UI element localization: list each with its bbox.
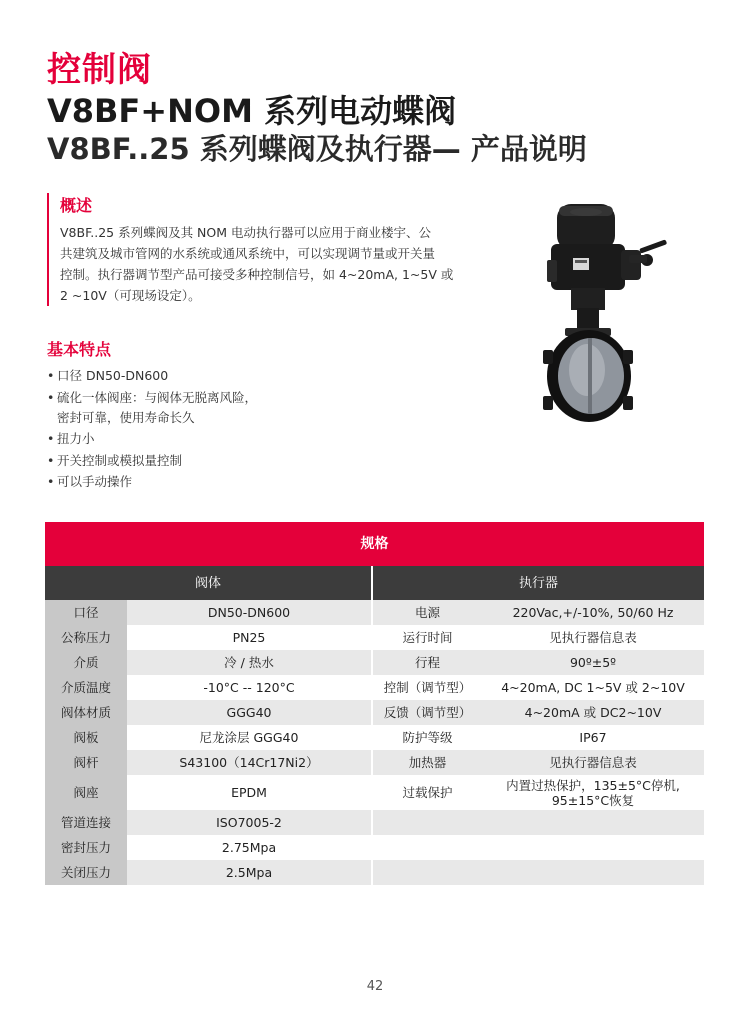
feature-text: 扭力小 <box>57 431 95 446</box>
row-label: 过载保护 <box>372 775 482 810</box>
page-title: V8BF+NOM 系列电动蝶阀 <box>47 92 457 130</box>
feature-text: 硫化一体阀座：与阀体无脱离风险， <box>57 389 258 405</box>
row-label: 加热器 <box>372 750 482 775</box>
overview-heading: 概述 <box>60 196 93 215</box>
table-row <box>45 625 704 650</box>
page-number: 42 <box>366 979 384 994</box>
row-label: 阀体材质 <box>45 700 127 725</box>
table-row <box>45 600 704 625</box>
bullet-icon: • <box>47 389 55 405</box>
empty-cell <box>372 860 482 885</box>
table-row <box>45 725 704 750</box>
row-value: 见执行器信息表 <box>482 750 704 775</box>
row-value: S43100（14Cr17Ni2） <box>127 750 372 775</box>
bullet-icon: • <box>47 431 55 446</box>
feature-text: 可以手动操作 <box>57 474 133 489</box>
row-value-multiline <box>482 775 704 810</box>
row-value: EPDM <box>127 775 372 810</box>
overview-line: 共建筑及城市管网的水系统或通风系统中，可以实现调节量或开关量 <box>60 246 436 261</box>
row-label: 控制（调节型） <box>372 675 482 700</box>
row-value: 见执行器信息表 <box>482 625 704 650</box>
table-row <box>45 860 704 885</box>
overview-line: 2 ~10V（可现场设定）。 <box>60 288 201 303</box>
spec-title: 规格 <box>45 522 704 566</box>
feature-text: 口径 DN50-DN600 <box>57 368 169 383</box>
row-label: 运行时间 <box>372 625 482 650</box>
table-row <box>45 650 704 675</box>
row-value: IP67 <box>482 725 704 750</box>
overview-section <box>47 193 500 306</box>
feature-text-continued: 密封可靠，使用寿命长久 <box>57 409 195 425</box>
row-label: 防护等级 <box>372 725 482 750</box>
feature-item <box>47 472 347 492</box>
row-label: 阀座 <box>45 775 127 810</box>
page-subtitle: V8BF..25 系列蝶阀及执行器— 产品说明 <box>47 132 587 166</box>
row-label: 阀杆 <box>45 750 127 775</box>
table-row <box>45 835 704 860</box>
col-header-actuator: 执行器 <box>372 566 704 600</box>
features-heading: 基本特点 <box>47 340 112 359</box>
empty-cell <box>482 835 704 860</box>
row-label: 密封压力 <box>45 835 127 860</box>
overview-text <box>60 222 500 306</box>
empty-cell <box>372 810 482 835</box>
row-value: 90º±5º <box>482 650 704 675</box>
table-row <box>45 675 704 700</box>
row-label: 公称压力 <box>45 625 127 650</box>
row-value: 2.5Mpa <box>127 860 372 885</box>
feature-text: 开关控制或模拟量控制 <box>57 452 183 468</box>
table-row <box>45 700 704 725</box>
row-value: 220Vac,+/-10%, 50/60 Hz <box>482 600 704 625</box>
empty-cell <box>372 835 482 860</box>
row-label: 口径 <box>45 600 127 625</box>
empty-cell <box>482 860 704 885</box>
spec-table <box>45 522 704 885</box>
table-row <box>45 775 704 810</box>
table-row <box>45 810 704 835</box>
row-value: ISO7005-2 <box>127 810 372 835</box>
feature-item <box>47 366 347 386</box>
row-label: 介质 <box>45 650 127 675</box>
feature-item <box>47 388 347 428</box>
table-row <box>45 750 704 775</box>
row-value-line: 内置过热保护，135±5°C停机, <box>506 777 680 793</box>
butterfly-valve-actuator-photo <box>535 200 675 430</box>
row-value: 冷 / 热水 <box>127 650 372 675</box>
features-list <box>47 366 347 492</box>
overview-line: V8BF..25 系列蝶阀及其 NOM 电动执行器可以应用于商业楼宇、公 <box>60 225 432 240</box>
col-header-valve-body: 阀体 <box>45 566 372 600</box>
row-value: 4~20mA 或 DC2~10V <box>482 700 704 725</box>
empty-cell <box>482 810 704 835</box>
features-section <box>47 337 347 494</box>
overview-line: 控制。执行器调节型产品可接受多种控制信号，如 4~20mA, 1~5V 或 <box>60 267 454 282</box>
row-value: GGG40 <box>127 700 372 725</box>
row-value: DN50-DN600 <box>127 600 372 625</box>
row-label: 电源 <box>372 600 482 625</box>
row-value-line: 95±15°C恢复 <box>551 792 635 808</box>
row-value: 尼龙涂层 GGG40 <box>127 725 372 750</box>
feature-item <box>47 451 347 471</box>
row-label: 关闭压力 <box>45 860 127 885</box>
bullet-icon: • <box>47 368 55 383</box>
row-label: 反馈（调节型） <box>372 700 482 725</box>
row-label: 行程 <box>372 650 482 675</box>
row-value: -10°C -- 120°C <box>127 675 372 700</box>
row-label: 介质温度 <box>45 675 127 700</box>
row-label: 阀板 <box>45 725 127 750</box>
row-value: 2.75Mpa <box>127 835 372 860</box>
bullet-icon: • <box>47 474 55 489</box>
row-value: PN25 <box>127 625 372 650</box>
category-title: 控制阀 <box>47 50 152 90</box>
feature-item <box>47 429 347 449</box>
row-value: 4~20mA, DC 1~5V 或 2~10V <box>482 675 704 700</box>
row-label: 管道连接 <box>45 810 127 835</box>
bullet-icon: • <box>47 452 55 468</box>
